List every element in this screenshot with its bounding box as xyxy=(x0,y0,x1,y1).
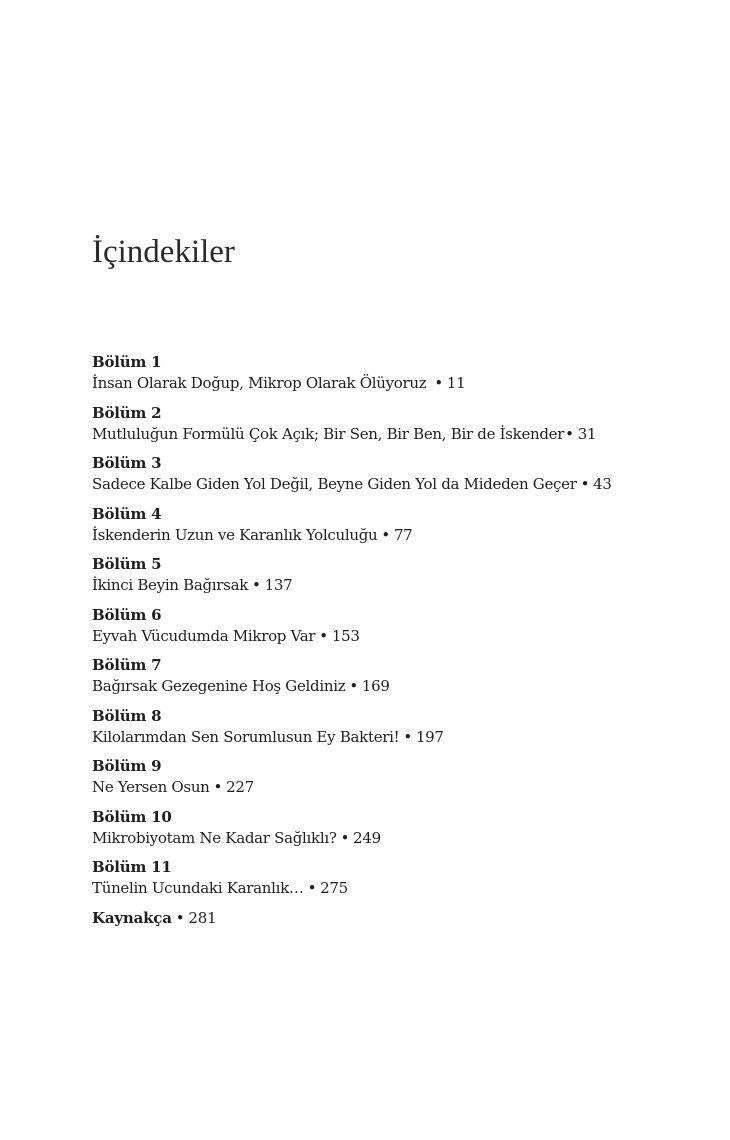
toc-entry-chapter-4 xyxy=(92,504,712,546)
toc-entry-chapter-11 xyxy=(92,857,712,899)
chapter-label: Bölüm 3 xyxy=(92,454,162,472)
page-number: 169 xyxy=(361,677,390,695)
chapter-line xyxy=(92,474,712,495)
bullet-separator: • xyxy=(213,778,223,796)
chapter-title: İskenderin Uzun ve Karanlık Yolculuğu xyxy=(92,525,378,544)
toc-entry-chapter-10 xyxy=(92,807,712,849)
bullet-separator: • xyxy=(434,374,443,392)
chapter-line xyxy=(92,676,712,697)
bullet-separator: • xyxy=(340,828,350,847)
chapter-line xyxy=(92,777,712,798)
chapter-label: Bölüm 11 xyxy=(92,858,172,876)
bullet-separator: • xyxy=(319,626,328,645)
chapter-title: İkinci Beyin Bağırsak xyxy=(92,576,249,594)
chapter-title: Eyvah Vücudumda Mikrop Var xyxy=(92,626,316,645)
chapter-line xyxy=(92,424,712,445)
chapter-label: Bölüm 10 xyxy=(92,807,172,826)
references-line xyxy=(92,908,712,929)
page-number: 197 xyxy=(415,727,444,746)
page-number: 77 xyxy=(393,525,413,544)
chapter-title: Tünelin Ucundaki Karanlık… xyxy=(92,879,304,897)
table-of-contents xyxy=(92,352,712,937)
toc-entry-chapter-6 xyxy=(92,605,712,647)
toc-entry-chapter-3 xyxy=(92,453,712,495)
chapter-label: Bölüm 5 xyxy=(92,555,162,573)
page-number: 137 xyxy=(264,576,293,594)
chapter-line xyxy=(92,727,712,748)
chapter-line xyxy=(92,626,712,647)
chapter-line xyxy=(92,878,712,899)
page-number: 31 xyxy=(577,424,597,443)
toc-entry-chapter-8 xyxy=(92,706,712,748)
bullet-separator: • xyxy=(580,475,590,493)
toc-entry-chapter-7 xyxy=(92,655,712,697)
toc-entry-chapter-1 xyxy=(92,352,712,394)
chapter-title: Ne Yersen Osun xyxy=(92,778,210,796)
toc-entry-chapter-9 xyxy=(92,756,712,798)
toc-entry-chapter-5 xyxy=(92,554,712,596)
page-number: 227 xyxy=(226,778,254,796)
bullet-separator: • xyxy=(252,576,261,594)
chapter-label: Bölüm 8 xyxy=(92,706,162,725)
toc-entry-chapter-2 xyxy=(92,403,712,445)
bullet-separator: • xyxy=(565,424,574,443)
chapter-line xyxy=(92,525,712,546)
page-number: 11 xyxy=(446,374,466,392)
chapter-label: Bölüm 7 xyxy=(92,656,162,674)
bullet-separator: • xyxy=(175,908,185,927)
page-number: 281 xyxy=(188,908,217,927)
chapter-line xyxy=(92,373,712,394)
page-number: 275 xyxy=(320,879,348,897)
page-number: 43 xyxy=(593,475,612,493)
chapter-label: Bölüm 4 xyxy=(92,504,162,523)
chapter-label: Bölüm 1 xyxy=(92,353,162,371)
toc-entry-references xyxy=(92,908,712,929)
page-title: İçindekiler xyxy=(92,234,235,270)
page-number: 249 xyxy=(353,828,381,847)
chapter-title: Bağırsak Gezegenine Hoş Geldiniz xyxy=(92,677,346,695)
chapter-title: Kilolarımdan Sen Sorumlusun Ey Bakteri! xyxy=(92,727,400,746)
references-label: Kaynakça xyxy=(92,908,172,927)
page-number: 153 xyxy=(331,626,360,645)
bullet-separator: • xyxy=(307,879,317,897)
chapter-title: Sadece Kalbe Giden Yol Değil, Beyne Giden Yol da Mideden Geçer xyxy=(92,475,577,493)
chapter-label: Bölüm 6 xyxy=(92,605,162,624)
bullet-separator: • xyxy=(349,677,358,695)
chapter-line xyxy=(92,575,712,596)
bullet-separator: • xyxy=(403,727,412,746)
bullet-separator: • xyxy=(381,525,390,544)
chapter-label: Bölüm 2 xyxy=(92,403,162,422)
chapter-title: Mutluluğun Formülü Çok Açık; Bir Sen, Bir Ben, Bir de İskender xyxy=(92,424,565,443)
chapter-label: Bölüm 9 xyxy=(92,757,162,775)
chapter-title: Mikrobiyotam Ne Kadar Sağlıklı? xyxy=(92,828,337,847)
chapter-line xyxy=(92,828,712,849)
chapter-title: İnsan Olarak Doğup, Mikrop Olarak Ölüyoruz xyxy=(92,374,427,392)
